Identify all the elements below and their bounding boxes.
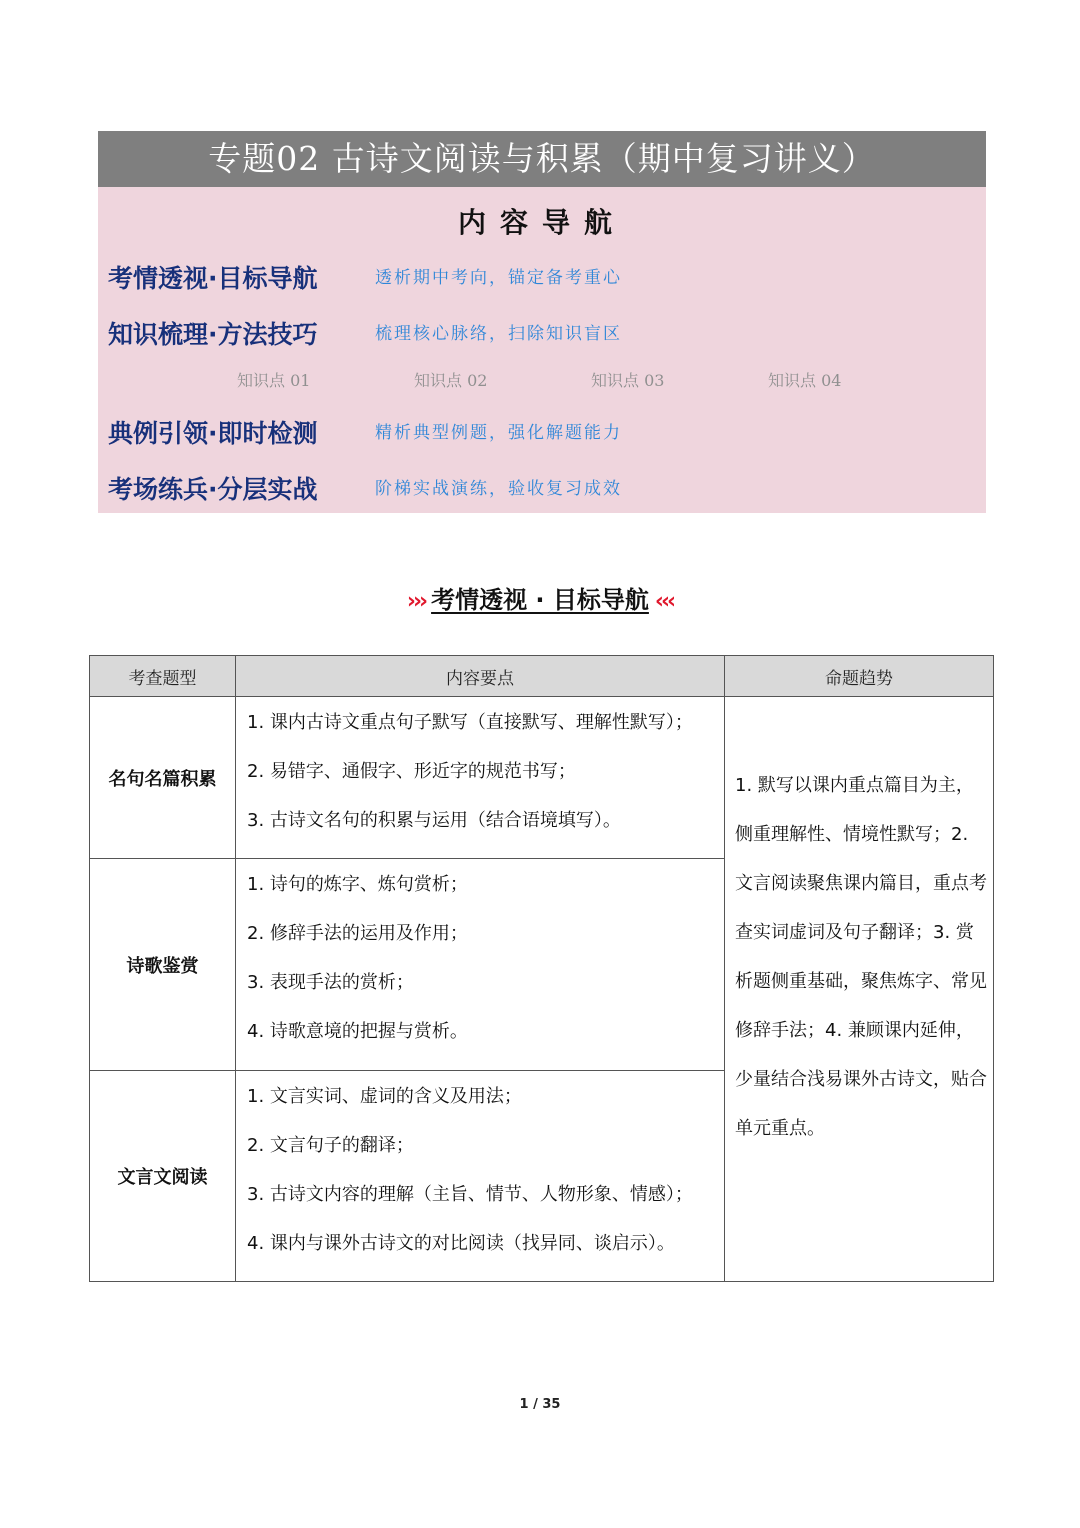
document-title: 专题02 古诗文阅读与积累（期中复习讲义） — [98, 131, 986, 187]
section-heading — [0, 580, 1080, 615]
content-points — [236, 697, 725, 859]
nav-section-desc: 阶梯实战演练，验收复习成效 — [375, 479, 622, 499]
section-heading-text: 考情透视 · 目标导航 — [431, 586, 649, 614]
content-point: 2. 文言句子的翻译； — [247, 1135, 414, 1156]
nav-section-label: 知识梳理·方法技巧 — [108, 320, 318, 349]
question-type: 文言文阅读 — [90, 1071, 236, 1282]
column-header: 内容要点 — [236, 656, 725, 697]
question-type: 诗歌鉴赏 — [90, 859, 236, 1071]
content-points — [236, 859, 725, 1071]
content-points — [236, 1071, 725, 1282]
content-point: 1. 文言实词、虚词的含义及用法； — [247, 1086, 522, 1107]
table-header-row — [90, 656, 994, 697]
nav-section-desc: 透析期中考向，锚定备考重心 — [375, 268, 622, 288]
content-point: 3. 古诗文名句的积累与运用（结合语境填写）。 — [247, 810, 621, 831]
page-number: 1 / 35 — [519, 1397, 561, 1412]
content-navigation-panel — [98, 187, 986, 513]
nav-section-label: 典例引领·即时检测 — [108, 419, 318, 448]
nav-section-desc: 梳理核心脉络，扫除知识盲区 — [375, 324, 622, 344]
content-point: 2. 易错字、通假字、形近字的规范书写； — [247, 761, 576, 782]
nav-section-desc: 精析典型例题，强化解题能力 — [375, 423, 622, 443]
exam-analysis-table — [89, 655, 994, 1282]
content-point: 3. 古诗文内容的理解（主旨、情节、人物形象、情感）； — [247, 1184, 693, 1205]
knowledge-point-3: 知识点 03 — [591, 371, 665, 390]
nav-section-label: 考情透视·目标导航 — [108, 264, 318, 293]
nav-heading: 内容导航 — [457, 206, 626, 239]
content-point: 4. 课内与课外古诗文的对比阅读（找异同、谈启示）。 — [247, 1233, 675, 1254]
column-header: 命题趋势 — [725, 656, 994, 697]
arrows-right-icon: ››› — [406, 589, 426, 614]
knowledge-point-4: 知识点 04 — [768, 371, 842, 390]
nav-section-label: 考场练兵·分层实战 — [108, 475, 318, 504]
question-type: 名句名篇积累 — [90, 697, 236, 859]
arrows-left-icon: ‹‹‹ — [654, 589, 674, 614]
knowledge-point-1: 知识点 01 — [237, 371, 311, 390]
content-point: 2. 修辞手法的运用及作用； — [247, 923, 468, 944]
content-point: 1. 诗句的炼字、炼句赏析； — [247, 874, 468, 895]
content-point: 1. 课内古诗文重点句子默写（直接默写、理解性默写）； — [247, 712, 693, 733]
content-point: 4. 诗歌意境的把握与赏析。 — [247, 1021, 468, 1042]
column-header: 考查题型 — [90, 656, 236, 697]
knowledge-point-2: 知识点 02 — [414, 371, 488, 390]
content-point: 3. 表现手法的赏析； — [247, 972, 414, 993]
table-row — [90, 697, 994, 859]
trend-text: 1. 默写以课内重点篇目为主，侧重理解性、情境性默写；2. 文言阅读聚焦课内篇目，重点考查实词虚词及句子翻译；3. 赏析题侧重基础，聚焦炼字、常见修辞手法；4. 兼顾课内延伸，少量结合浅易课外古诗文，贴合单元重点。 — [725, 697, 994, 1282]
